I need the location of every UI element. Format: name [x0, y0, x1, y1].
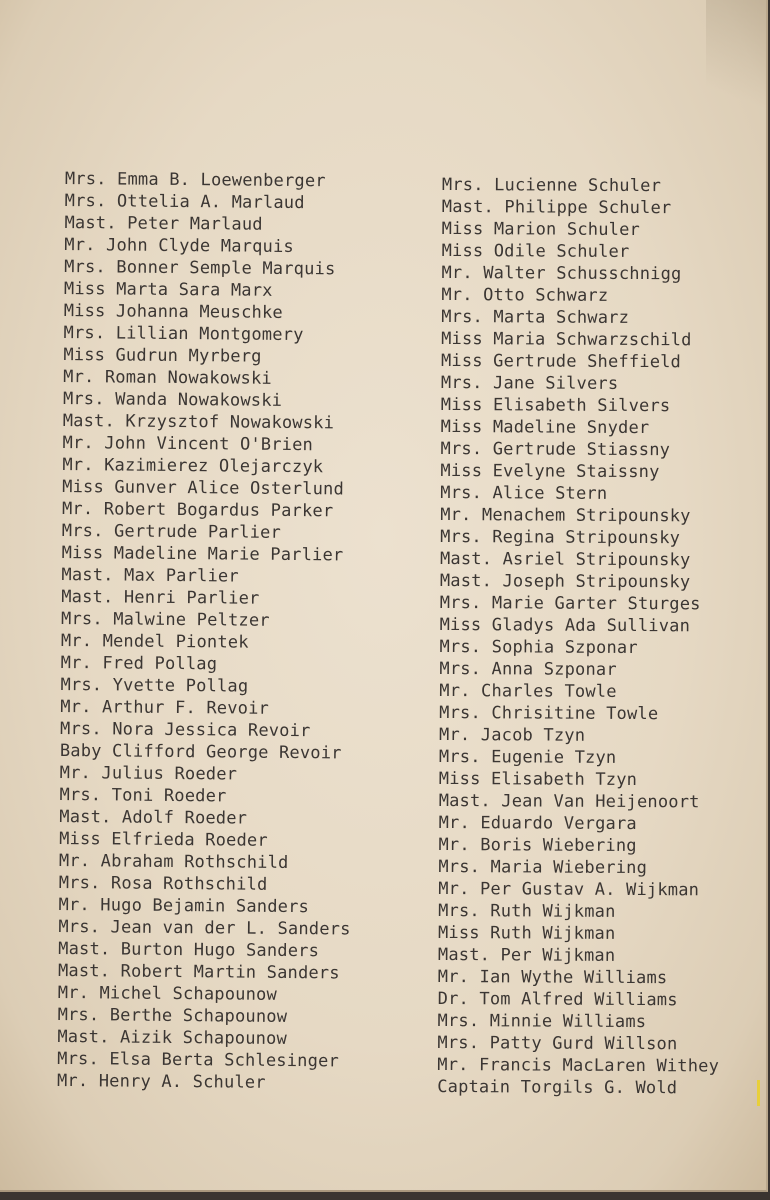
passenger-name: Mrs. Marta Schwarz: [441, 306, 630, 328]
passenger-name: Mr. Michel Schapounow: [57, 982, 278, 1005]
passenger-name: Mast. Philippe Schuler: [441, 196, 672, 219]
passenger-name: Mrs. Malwine Peltzer: [60, 608, 270, 631]
passenger-name: Mr. Arthur F. Revoir: [60, 696, 270, 719]
paper-crease: [706, 0, 766, 160]
passenger-name: Mrs. Gertrude Parlier: [61, 520, 282, 543]
passenger-name: Mrs. Elsa Berta Schlesinger: [57, 1048, 340, 1072]
passenger-name: Mrs. Emma B. Loewenberger: [64, 168, 326, 192]
left-name-column: [57, 168, 357, 1095]
passenger-name: Mast. Robert Martin Sanders: [57, 960, 340, 984]
passenger-name: Mrs. Lucienne Schuler: [441, 174, 662, 197]
passenger-name: Miss Marta Sara Marx: [63, 278, 273, 301]
passenger-name: Miss Marion Schuler: [441, 218, 641, 241]
passenger-name: Mrs. Alice Stern: [440, 482, 608, 504]
passenger-name: Mr. Boris Wiebering: [438, 834, 637, 857]
passenger-name: Mrs. Ottelia A. Marlaud: [64, 190, 305, 214]
passenger-name: Mast. Adolf Roeder: [59, 806, 248, 829]
passenger-name: Miss Johanna Meuschke: [63, 300, 283, 323]
passenger-name: Mast. Max Parlier: [61, 564, 239, 587]
passenger-name: Miss Gunver Alice Osterlund: [62, 476, 345, 500]
passenger-name: Dr. Tom Alfred Williams: [437, 988, 678, 1011]
passenger-name: Mr. Hugo Bejamin Sanders: [58, 894, 310, 918]
passenger-name: Mr. Charles Towle: [439, 680, 617, 702]
passenger-name: Mrs. Sophia Szponar: [439, 636, 638, 659]
passenger-name: Mast. Burton Hugo Sanders: [58, 938, 320, 962]
passenger-name: Miss Evelyne Staissny: [440, 460, 660, 483]
passenger-name: Mr. Per Gustav A. Wijkman: [438, 878, 700, 901]
passenger-name: Mr. Ian Wythe Williams: [437, 966, 668, 989]
passenger-name: Mrs. Wanda Nowakowski: [62, 388, 283, 411]
passenger-name: Mr. Fred Pollag: [60, 652, 218, 675]
passenger-name: Mr. Henry A. Schuler: [56, 1070, 266, 1093]
passenger-name: Mr. Menachem Stripounsky: [440, 504, 691, 527]
passenger-name: Mr. Walter Schusschnigg: [441, 262, 682, 285]
passenger-name: Mast. Henri Parlier: [61, 586, 260, 609]
passenger-name: Mrs. Rosa Rothschild: [58, 872, 268, 895]
passenger-name: Mast. Aizik Schapounow: [57, 1026, 288, 1049]
paper-stain: [757, 1080, 760, 1106]
passenger-name: Miss Madeline Marie Parlier: [61, 542, 344, 566]
passenger-name: Miss Ruth Wijkman: [437, 922, 616, 944]
passenger-name: Mrs. Patty Gurd Willson: [437, 1032, 678, 1055]
passenger-name: Mrs. Ruth Wijkman: [438, 900, 616, 922]
passenger-name: Mrs. Eugenie Tzyn: [438, 746, 617, 768]
passenger-name: Miss Gertrude Sheffield: [440, 350, 682, 373]
passenger-name: Captain Torgils G. Wold: [437, 1076, 678, 1099]
passenger-name: Mrs. Anna Szponar: [439, 658, 617, 680]
passenger-name: Miss Maria Schwarzschild: [441, 328, 692, 351]
passenger-name: Mr. Otto Schwarz: [441, 284, 609, 306]
passenger-name: Mr. Francis MacLaren Withey: [437, 1054, 720, 1077]
passenger-name: Mrs. Gertrude Stiassny: [440, 438, 671, 461]
passenger-name: Mr. Jacob Tzyn: [439, 724, 586, 746]
passenger-name: Mrs. Nora Jessica Revoir: [60, 718, 311, 742]
passenger-name: Mast. Jean Van Heijenoort: [438, 790, 700, 813]
passenger-name: Mr. Mendel Piontek: [60, 630, 249, 653]
passenger-name: Mr. John Vincent O'Brien: [62, 432, 314, 456]
passenger-name: Mr. Abraham Rothschild: [58, 850, 289, 873]
passenger-name: Mast. Krzysztof Nowakowski: [62, 410, 335, 434]
passenger-name: Mast. Asriel Stripounsky: [439, 548, 691, 571]
passenger-name: Miss Elisabeth Tzyn: [438, 768, 638, 791]
passenger-name: Mrs. Berthe Schapounow: [57, 1004, 288, 1027]
passenger-name: Miss Madeline Snyder: [440, 416, 650, 439]
passenger-name: Mrs. Toni Roeder: [59, 784, 227, 807]
passenger-name: Mrs. Jean van der L. Sanders: [58, 916, 351, 940]
passenger-name: Mrs. Lillian Montgomery: [63, 322, 304, 346]
passenger-name: Mr. Eduardo Vergara: [438, 812, 637, 835]
passenger-name: Miss Gudrun Myrberg: [63, 344, 262, 367]
passenger-name: Mr. Julius Roeder: [59, 762, 238, 785]
passenger-name: Mrs. Maria Wiebering: [438, 856, 648, 879]
passenger-name: Mrs. Chrisitine Towle: [439, 702, 659, 725]
passenger-name: Baby Clifford George Revoir: [59, 740, 342, 764]
passenger-name: Mr. Roman Nowakowski: [63, 366, 272, 389]
passenger-name: Mr. Robert Bogardus Parker: [61, 498, 334, 522]
passenger-name: Mast. Per Wijkman: [437, 944, 616, 966]
passenger-name: Miss Gladys Ada Sullivan: [439, 614, 691, 637]
passenger-name: Mast. Joseph Stripounsky: [439, 570, 691, 593]
passenger-name: Mr. John Clyde Marquis: [64, 234, 294, 258]
passenger-name: Mrs. Marie Garter Sturges: [439, 592, 701, 615]
passenger-name: Mast. Peter Marlaud: [64, 212, 263, 235]
right-name-column: [437, 174, 724, 1099]
passenger-name: Mrs. Bonner Semple Marquis: [64, 256, 336, 280]
passenger-name: Mrs. Regina Stripounsky: [440, 526, 681, 549]
passenger-name: Miss Odile Schuler: [441, 240, 630, 262]
passenger-name: Mr. Kazimierez Olejarczyk: [62, 454, 324, 478]
passenger-name: Mrs. Jane Silvers: [440, 372, 619, 394]
passenger-name: Mrs. Yvette Pollag: [60, 674, 249, 697]
passenger-name: Mrs. Minnie Williams: [437, 1010, 647, 1033]
passenger-name: Miss Elisabeth Silvers: [440, 394, 671, 417]
passenger-name: Miss Elfrieda Roeder: [59, 828, 268, 851]
